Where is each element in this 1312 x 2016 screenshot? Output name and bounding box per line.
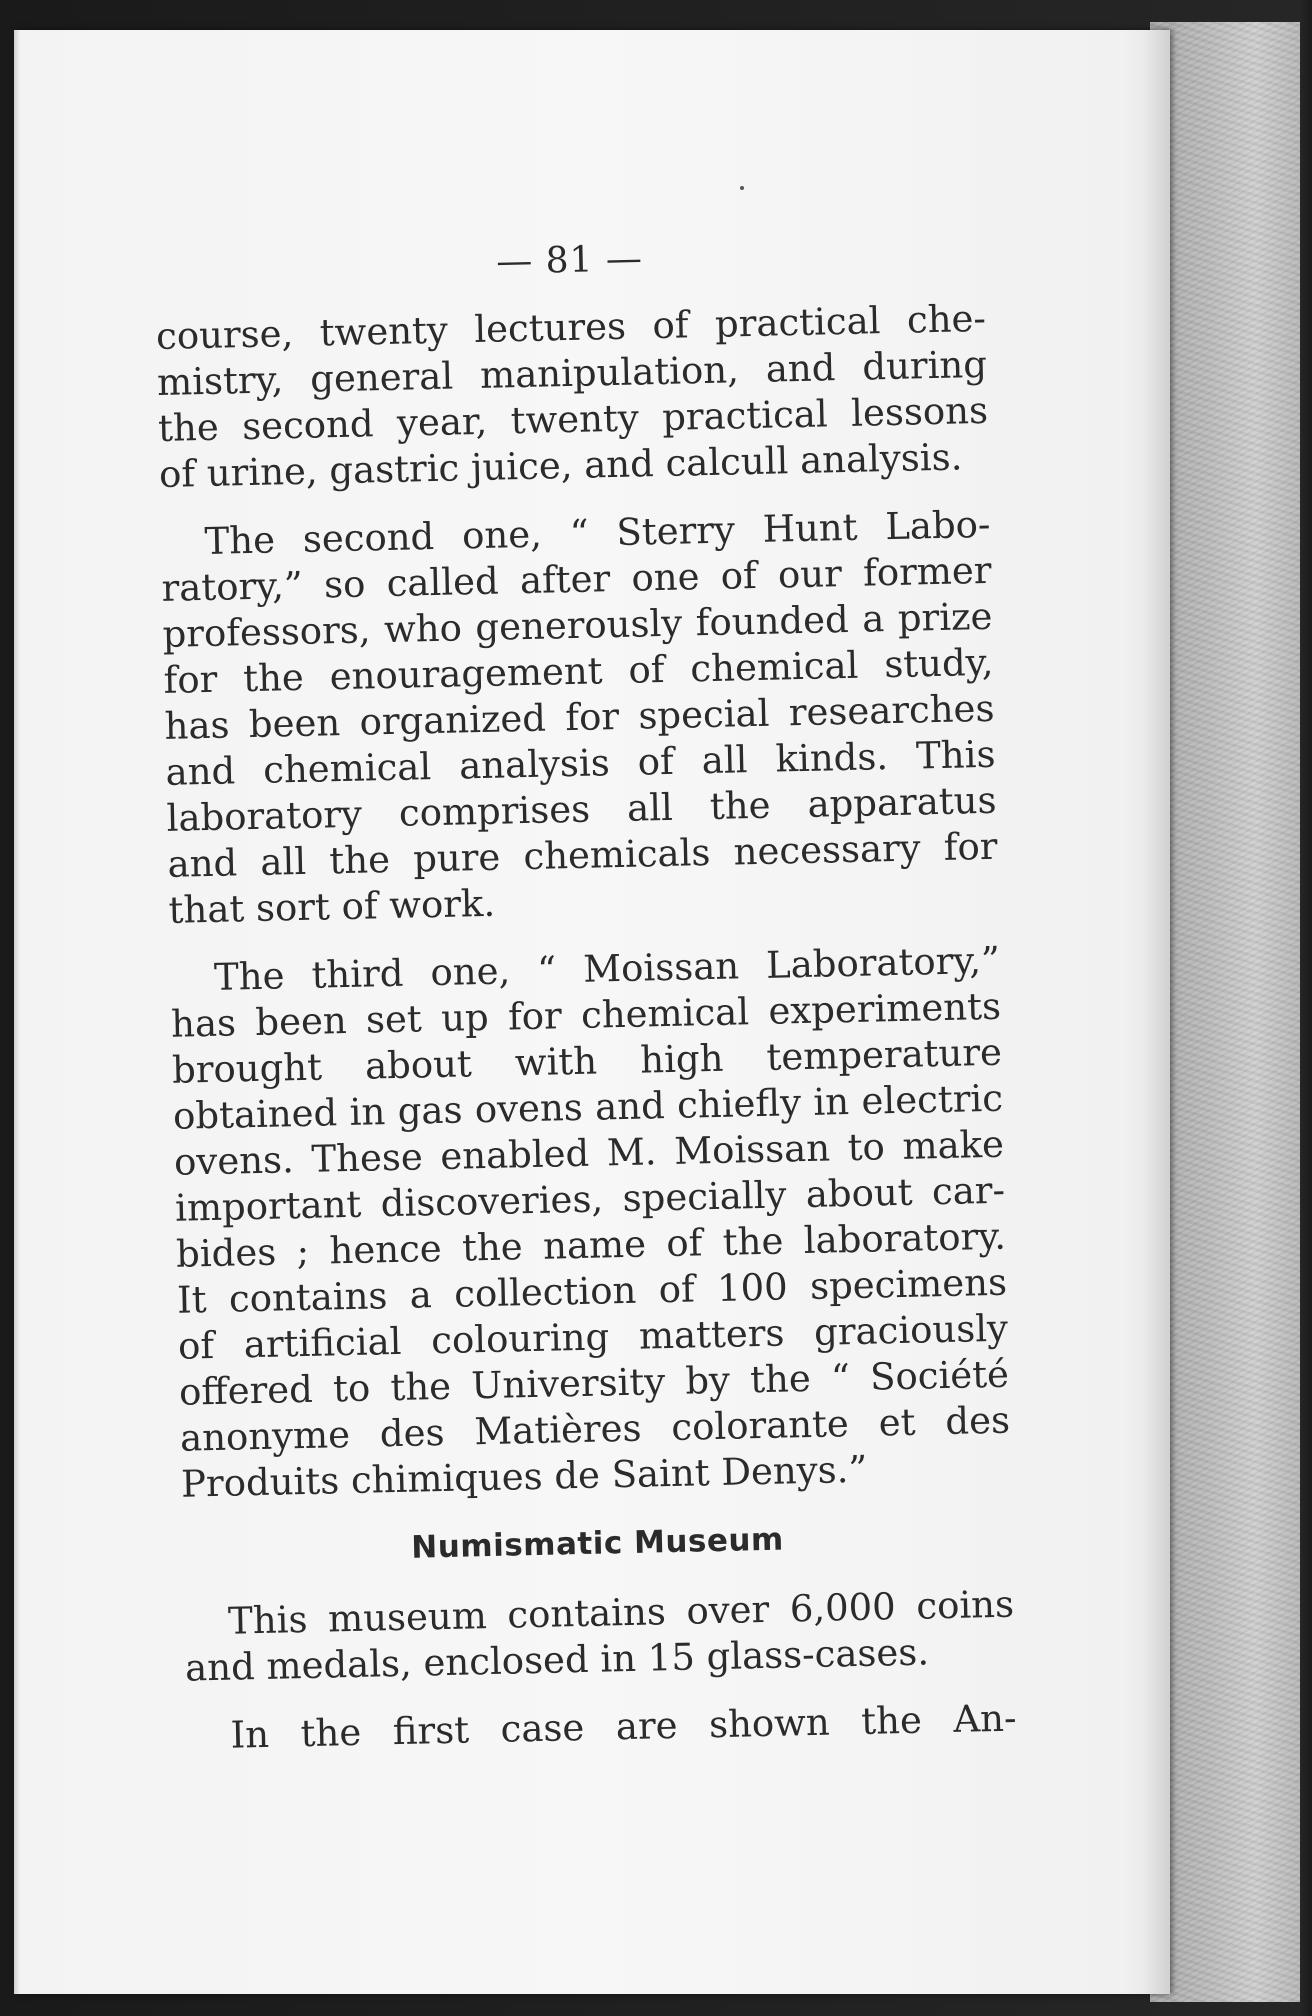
page-gutter-edge xyxy=(14,30,20,1994)
text-line: of urine, gastric juice, and calcull analysis. xyxy=(158,435,963,496)
text-line: Produits chimiques de Saint Denys.” xyxy=(180,1447,868,1506)
text-line: ovens. These enabled M. Moissan to make xyxy=(173,1122,1005,1184)
text-line: brought about with high temperature xyxy=(171,1030,1003,1092)
page-number: — 81 — xyxy=(495,238,644,283)
text-line: course, twenty lectures of practical che- xyxy=(155,296,987,358)
text-line: obtained in gas ovens and chiefly in electric xyxy=(172,1076,1004,1138)
text-line: ratory,” so called after one of our former xyxy=(161,548,992,610)
text-line: In the first case are shown the An- xyxy=(230,1696,1017,1757)
paragraph-museum-contents xyxy=(184,1582,1016,1692)
text-line: laboratory comprises all the apparatus xyxy=(166,778,997,840)
text-line: has been set up for chemical experiments xyxy=(170,984,1002,1046)
text-line: mistry, general manipulation, and during xyxy=(156,342,988,404)
text-line: bides ; hence the name of the laboratory. xyxy=(175,1214,1007,1276)
text-line: It contains a collection of 100 specimens xyxy=(176,1260,1008,1322)
text-line: important discoveries, specially about car- xyxy=(174,1168,1006,1230)
text-line: The second one, “ Sterry Hunt Labo- xyxy=(204,502,991,563)
paragraph-moissan-laboratory xyxy=(170,938,1012,1508)
text-line: of artificial colouring matters graciously xyxy=(177,1306,1009,1368)
text-line: professors, who generously founded a prize xyxy=(162,594,993,656)
paragraph-lab-course xyxy=(156,296,990,498)
text-line: offered to the University by the “ Société xyxy=(178,1352,1010,1414)
text-line: and medals, enclosed in 15 glass-cases. xyxy=(184,1630,930,1690)
text-line: that sort of work. xyxy=(168,881,496,932)
text-line: has been organized for special researches xyxy=(164,686,995,748)
text-line: anonyme des Matières colorante et des xyxy=(179,1398,1011,1460)
text-line: The third one, “ Moissan Laboratory,” xyxy=(213,938,1001,999)
text-line: and chemical analysis of all kinds. This xyxy=(165,732,996,794)
section-heading: Numismatic Museum xyxy=(410,1521,785,1566)
facing-page-edge xyxy=(1150,22,1300,2002)
text-line: This museum contains over 6,000 coins xyxy=(227,1582,1015,1643)
paragraph-first-case xyxy=(186,1696,1017,1760)
page-text-block xyxy=(154,222,1017,1782)
ink-speck xyxy=(740,186,744,190)
text-line: for the enouragement of chemical study, xyxy=(163,640,994,702)
text-line: and all the pure chemicals necessary for xyxy=(167,824,998,886)
book-page xyxy=(14,30,1170,1994)
paragraph-sterry-hunt-laboratory xyxy=(160,502,999,934)
text-line: the second year, twenty practical lessons xyxy=(157,388,989,450)
page-fold-shadow xyxy=(1144,30,1170,1994)
